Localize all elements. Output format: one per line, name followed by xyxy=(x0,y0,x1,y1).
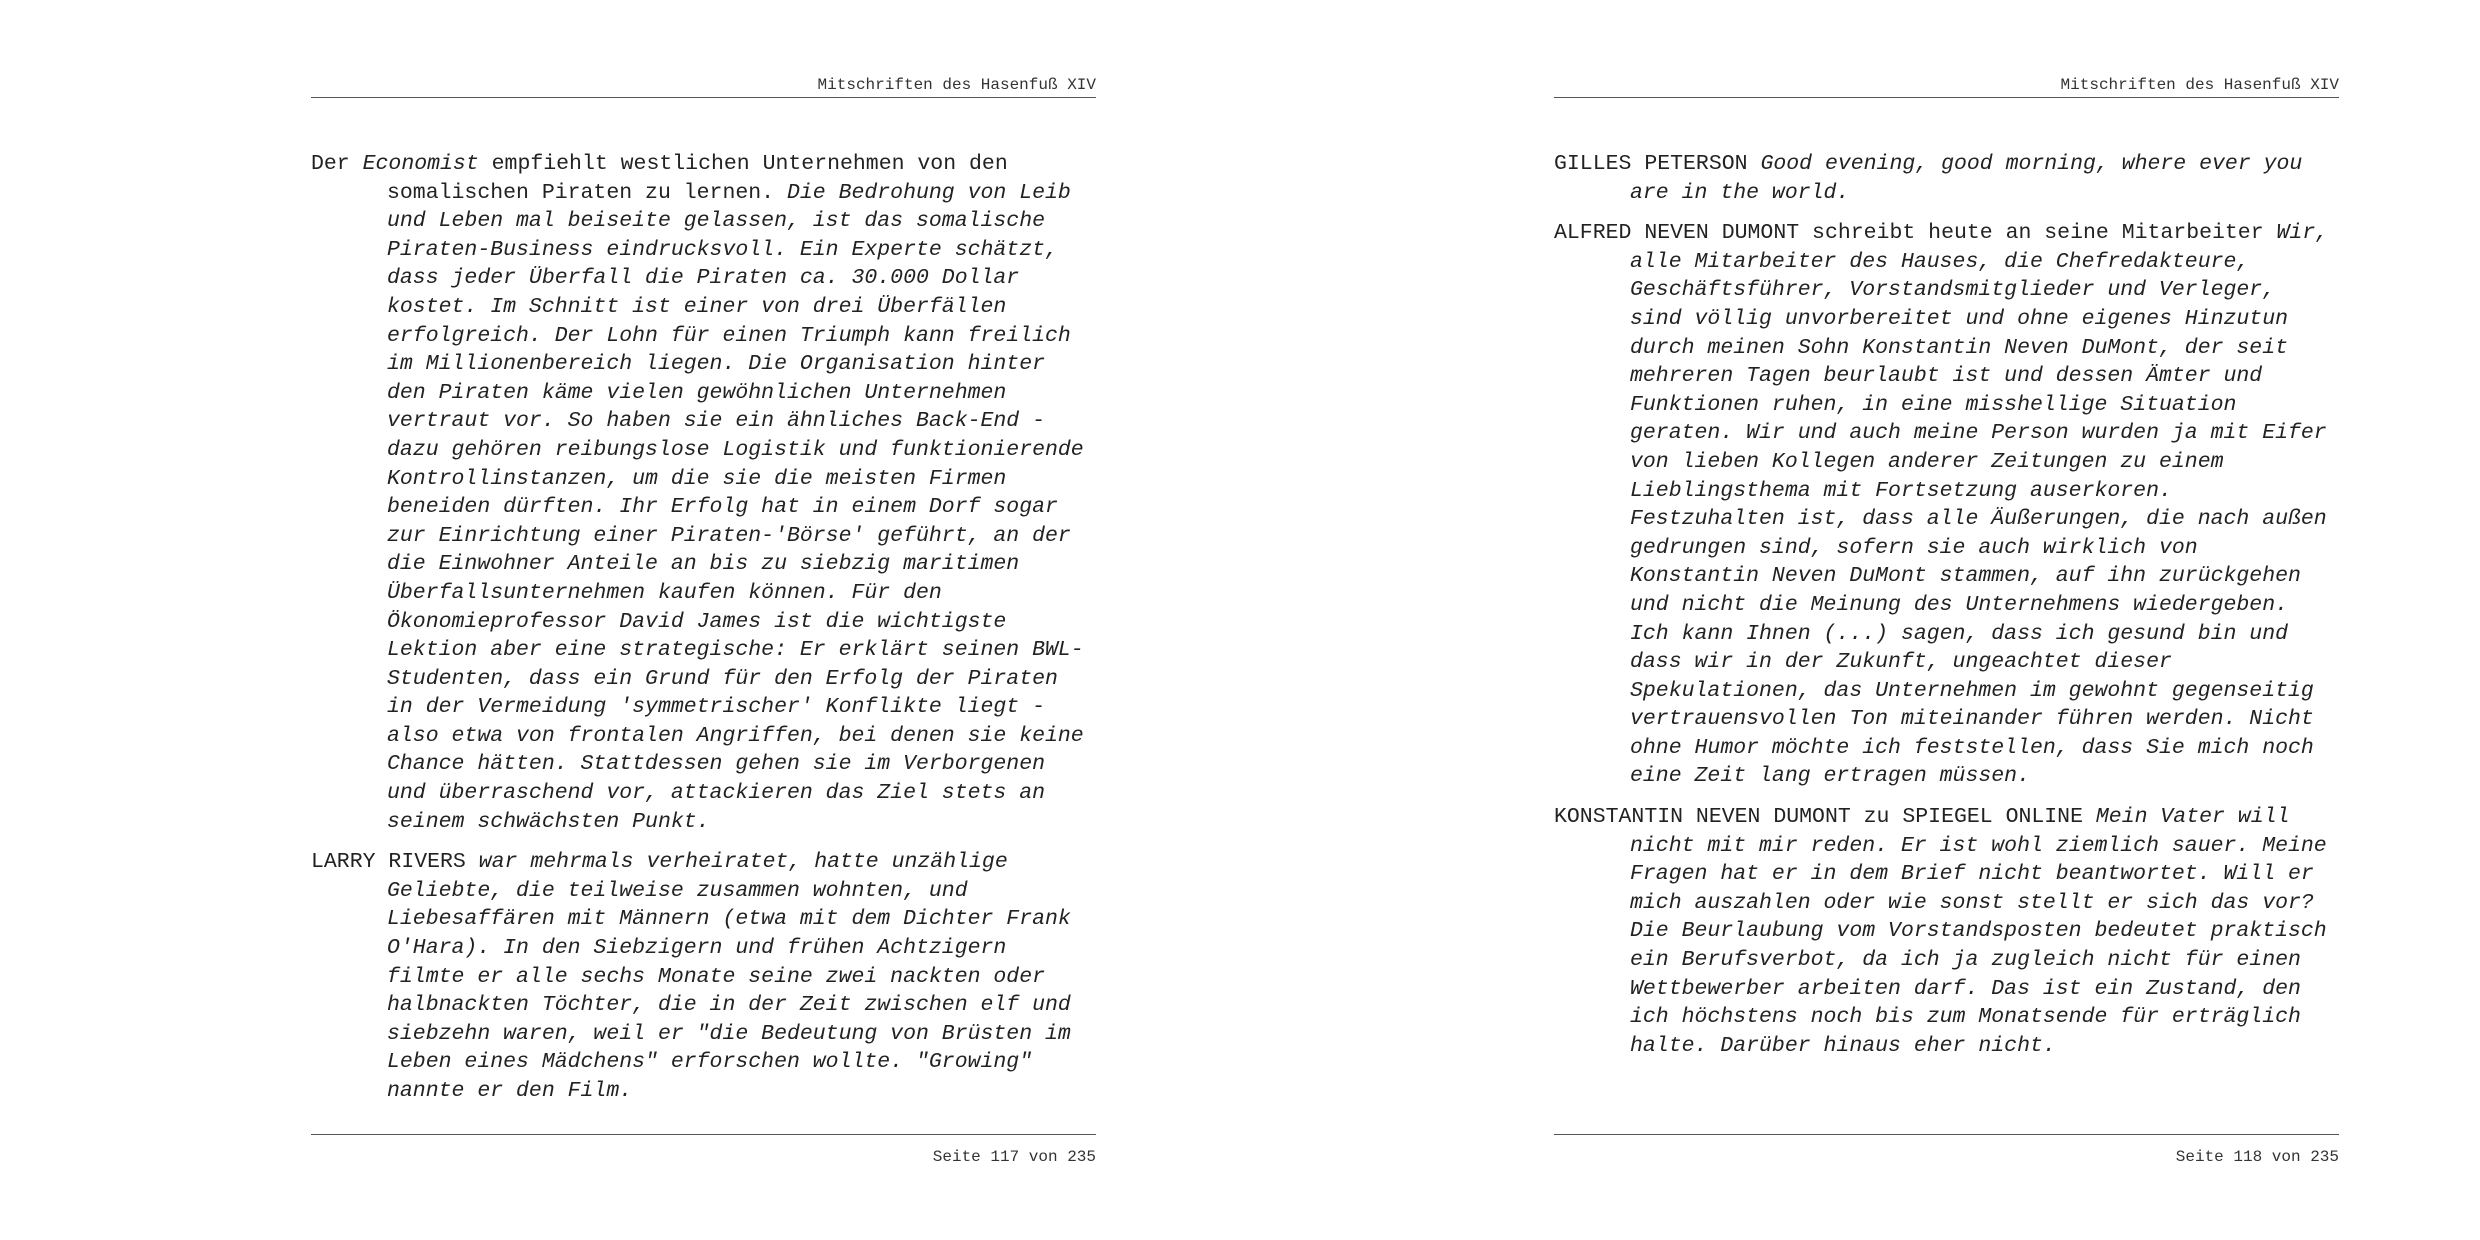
footer-rule xyxy=(1554,1134,2339,1135)
entry-quote: Die Bedrohung von Leib und Leben mal beiseite gelassen, ist das somalische Piraten-Business eindrucksvoll. Ein Experte schätzt, dass jeder Überfall die Piraten ca. 30.000 Dollar kostet. Im Schnitt ist einer von drei Überfällen erfolgreich. Der Lohn für einen Triumph kann freilich im Millionenbereich liegen. Die Organisation hinter den Piraten käme vielen gewöhnlichen Unternehmen vertraut vor. So haben sie ein ähnliches Back-End - dazu gehören reibungslose Logistik und funktionierende Kontrollinstanzen, um die sie die meisten Firmen beneiden dürften. Ihr Erfolg hat in einem Dorf sogar zur Einrichtung einer Piraten-'Börse' geführt, an der die Einwohner Anteile an bis zu siebzig maritimen Überfallsunternehmen kaufen können. Für den Ökonomieprofessor David James ist die wichtigste Lektion aber eine strategische: Er erklärt seinen BWL-Studenten, dass ein Grund für den Erfolg der Piraten in der Vermeidung 'symmetrischer' Konflikte liegt - also etwa von frontalen Angriffen, bei denen sie keine Chance hätten. Stattdessen gehen sie im Verborgenen und überraschend vor, attackieren das Ziel stets an seinem schwächsten Punkt. xyxy=(387,180,1084,834)
entry-lead: Der xyxy=(311,152,363,176)
right-page xyxy=(1554,0,2339,1240)
entry-lead: GILLES PETERSON xyxy=(1554,152,1761,176)
entry-gilles-peterson xyxy=(1554,150,2339,207)
entry-lead: KONSTANTIN NEVEN DUMONT zu SPIEGEL ONLINE xyxy=(1554,805,2096,830)
entry-lead: LARRY RIVERS xyxy=(311,850,479,875)
entry-quote: war mehrmals verheiratet, hatte unzählige Geliebte, die teilweise zusammen wohnten, und Liebesaffären mit Männern (etwa mit dem Dichter Frank O'Hara). In den Siebzigern und frühen Achtzigern filmte er alle sechs Monate seine zwei nackten oder halbnackten Töchter, die in der Zeit zwischen elf und siebzehn waren, weil er "die Bedeutung von Brüsten im Leben eines Mädchens" erforschen wollte. "Growing" nannte er den Film. xyxy=(387,850,1071,1103)
entry-alfred-neven-dumont xyxy=(1554,219,2339,791)
entry-economist xyxy=(311,150,1096,836)
page-content xyxy=(311,150,1096,1118)
entry-lead: ALFRED NEVEN DUMONT schreibt heute an seine Mitarbeiter xyxy=(1554,221,2277,246)
page-number: Seite 117 von 235 xyxy=(932,1148,1096,1166)
entry-intro: empfiehlt westlichen Unternehmen von den somalischen Piraten zu lernen. xyxy=(387,152,1008,205)
running-head: Mitschriften des Hasenfuß XIV xyxy=(817,76,1096,94)
header-rule xyxy=(311,97,1096,98)
publication-name: Economist xyxy=(362,152,479,176)
running-head: Mitschriften des Hasenfuß XIV xyxy=(2060,76,2339,94)
page-content xyxy=(1554,150,2339,1072)
entry-konstantin-neven-dumont xyxy=(1554,803,2339,1060)
entry-quote: Good evening, good morning, where ever you are in the world. xyxy=(1630,152,2303,205)
entry-quote: Wir, alle Mitarbeiter des Hauses, die Chefredakteure, Geschäftsführer, Vorstandsmitglieder und Verleger, sind völlig unvorbereitet und ohne eigenes Hinzutun durch meinen Sohn Konstantin Neven DuMont, der seit mehreren Tagen beurlaubt ist und dessen Ämter und Funktionen ruhen, in eine misshellige Situation geraten. Wir und auch meine Person wurden ja mit Eifer von lieben Kollegen anderer Zeitungen zu einem Lieblingsthema mit Fortsetzung auserkoren. Festzuhalten ist, dass alle Äußerungen, die nach außen gedrungen sind, sofern sie auch wirklich von Konstantin Neven DuMont stammen, auf ihn zurückgehen und nicht die Meinung des Unternehmens wiedergeben. Ich kann Ihnen (...) sagen, dass ich gesund bin und dass wir in der Zukunft, ungeachtet dieser Spekulationen, das Unternehmen im gewohnt gegenseitig vertrauensvollen Ton miteinander führen werden. Nicht ohne Humor möchte ich feststellen, dass Sie mich noch eine Zeit lang ertragen müssen. xyxy=(1630,221,2329,789)
entry-larry-rivers xyxy=(311,848,1096,1105)
header-rule xyxy=(1554,97,2339,98)
footer-rule xyxy=(311,1134,1096,1135)
page-number: Seite 118 von 235 xyxy=(2175,1148,2339,1166)
entry-quote: Mein Vater will nicht mit mir reden. Er ist wohl ziemlich sauer. Meine Fragen hat er in dem Brief nicht beantwortet. Will er mich auszahlen oder wie sonst stellt er sich das vor? Die Beurlaubung vom Vorstandsposten bedeutet praktisch ein Berufsverbot, da ich ja zugleich nicht für einen Wettbewerber arbeiten darf. Das ist ein Zustand, den ich höchstens noch bis zum Monatsende für erträglich halte. Darüber hinaus eher nicht. xyxy=(1630,805,2327,1058)
left-page xyxy=(311,0,1096,1240)
